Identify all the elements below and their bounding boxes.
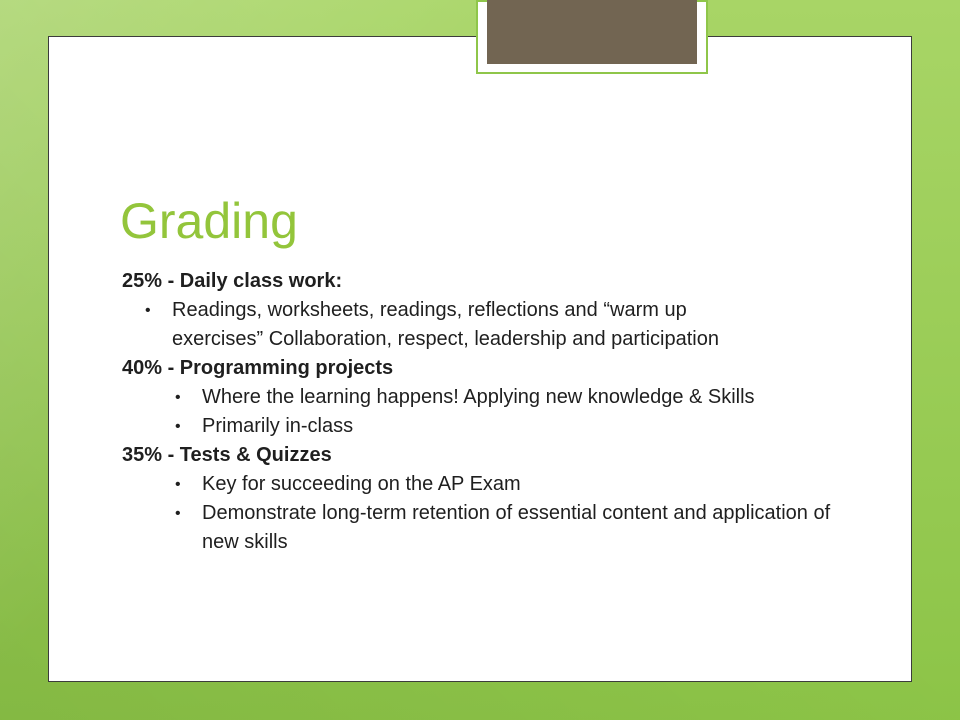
list-item-text: Key for succeeding on the AP Exam <box>202 473 521 495</box>
section-programming-projects <box>122 354 842 441</box>
slide-body <box>122 267 842 557</box>
section-daily-work <box>122 267 842 354</box>
slide-title: Grading <box>120 192 298 249</box>
section-heading: 25% - Daily class work: <box>122 270 343 292</box>
bullet-list <box>122 296 842 354</box>
list-item <box>175 412 842 441</box>
list-item-text: Demonstrate long-term retention of essential content and application of new skills <box>202 502 831 553</box>
bullet-icon: • <box>145 302 151 319</box>
list-item-text: Readings, worksheets, readings, reflections and “warm up exercises” Collaboration, respect, leadership and participation <box>172 299 719 350</box>
section-heading: 40% - Programming projects <box>122 357 394 379</box>
bullet-icon: • <box>175 505 181 522</box>
list-item-text: Primarily in-class <box>202 415 354 437</box>
bullet-icon: • <box>175 418 181 435</box>
bullet-list <box>122 470 842 557</box>
list-item <box>175 383 772 412</box>
section-heading: 35% - Tests & Quizzes <box>122 444 332 466</box>
list-item <box>175 499 842 557</box>
list-item-text: Where the learning happens! Applying new knowledge & Skills <box>202 386 755 408</box>
decorative-tab <box>487 0 697 64</box>
section-tests-quizzes <box>122 441 842 557</box>
bullet-icon: • <box>175 476 181 493</box>
list-item <box>145 296 772 354</box>
list-item <box>175 470 842 499</box>
bullet-list <box>122 383 842 441</box>
bullet-icon: • <box>175 389 181 406</box>
